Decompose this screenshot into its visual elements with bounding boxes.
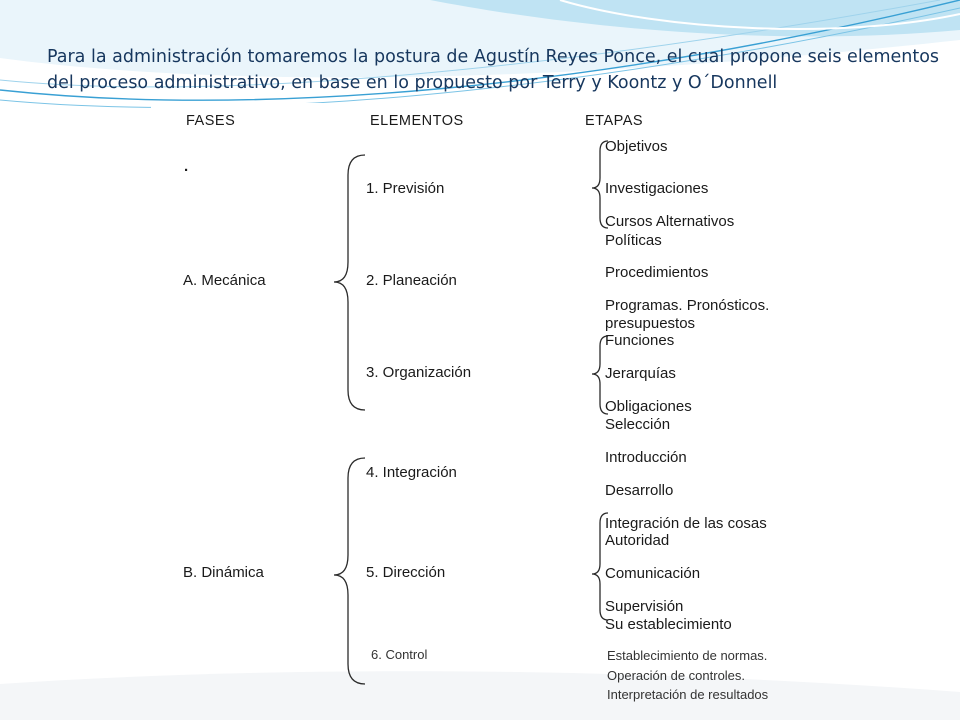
elemento-control: 6. Control <box>371 647 428 662</box>
header-etapas: ETAPAS <box>585 113 644 129</box>
slide-title: Para la administración tomaremos la postura de Agustín Reyes Ponce, el cual propone seis elementos del proceso administrativo, en base en lo propuesto por Terry y Koontz y O´Donnell <box>47 47 940 93</box>
etapa-item: Procedimientos <box>605 264 709 281</box>
etapa-item: Supervisión <box>605 598 684 615</box>
header-fases: FASES <box>186 113 236 129</box>
etapa-item: Políticas <box>605 232 662 249</box>
etapa-item: Objetivos <box>605 138 668 155</box>
elemento-direccion: 5. Dirección <box>366 564 446 581</box>
etapa-item: Desarrollo <box>605 482 674 499</box>
etapa-item: presupuestos <box>605 315 696 332</box>
etapa-item: Operación de controles. <box>607 668 746 683</box>
etapa-item: Interpretación de resultados <box>607 687 769 702</box>
elemento-organizacion: 3. Organización <box>366 364 472 381</box>
etapa-item: Su establecimiento <box>605 616 732 633</box>
header-elementos: ELEMENTOS <box>370 113 464 129</box>
etapa-item: Introducción <box>605 449 687 466</box>
etapa-item: Investigaciones <box>605 180 709 197</box>
etapa-item: Obligaciones <box>605 398 692 415</box>
etapa-item: Programas. Pronósticos. <box>605 297 770 314</box>
etapa-item: Integración de las cosas <box>605 515 767 532</box>
etapa-item: Establecimiento de normas. <box>607 648 768 663</box>
etapa-item: Jerarquías <box>605 365 676 382</box>
fase-dinamica: B. Dinámica <box>183 564 264 581</box>
fase-mecanica: A. Mecánica <box>183 272 266 289</box>
etapa-item: Cursos Alternativos <box>605 213 735 230</box>
stray-dot: . <box>184 158 189 175</box>
etapa-item: Autoridad <box>605 532 670 549</box>
etapa-item: Selección <box>605 416 671 433</box>
etapa-item: Comunicación <box>605 565 701 582</box>
elemento-planeacion: 2. Planeación <box>366 272 457 289</box>
elemento-integracion: 4. Integración <box>366 464 457 481</box>
etapa-item: Funciones <box>605 332 675 349</box>
process-diagram <box>151 103 855 631</box>
elemento-prevision: 1. Previsión <box>366 180 445 197</box>
